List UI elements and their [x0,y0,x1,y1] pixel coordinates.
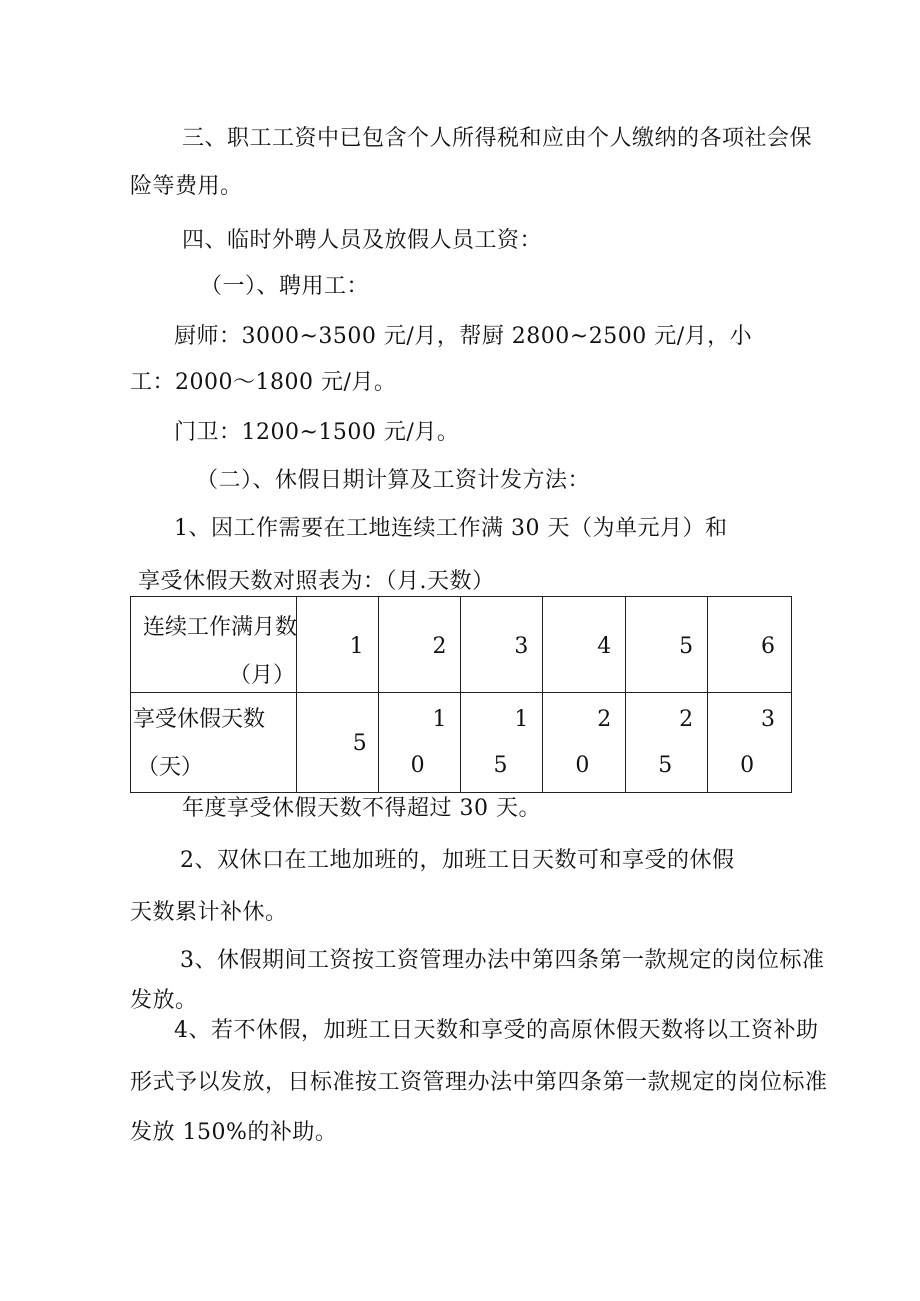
table-row-days [131,693,792,793]
annual-limit-note: 年度享受休假天数不得超过 30 天。 [182,796,541,821]
days-value-ones: 0 [575,753,590,778]
table-row-months [131,597,792,693]
month-cell [378,597,461,693]
item-1-line-1: 1、因工作需要在工地连续工作满 30 天（为单元月）和 [174,516,728,541]
guard-wages: 门卫：1200~1500 元/月。 [174,420,460,445]
days-value: 5 [352,731,367,756]
row-label-days-line-1: 享受休假天数 [133,707,266,732]
paragraph-4-heading: 四、临时外聘人员及放假人员工资： [182,228,543,253]
item-3-line-2: 发放。 [130,988,198,1013]
days-cell [296,693,378,793]
item-1-line-2: 享受休假天数对照表为：（月.天数） [138,569,495,594]
paragraph-3-line-2: 险等费用。 [130,174,243,199]
month-cell [543,597,626,693]
days-cell [378,693,461,793]
item-4-line-2: 形式予以发放，日标准按工资管理办法中第四条第一款规定的岗位标准 [130,1070,828,1095]
days-value-tens: 1 [432,707,447,732]
row-label-months-line-2: （月） [229,663,296,688]
days-value-ones: 5 [493,753,508,778]
month-value: 6 [761,634,775,659]
days-value-ones: 0 [740,753,755,778]
cook-wages-line-1: 厨师：3000~3500 元/月，帮厨 2800~2500 元/月，小 [174,324,753,349]
subsection-1-heading: （一）、聘用工： [200,274,370,299]
row-label-days-line-2: （天） [137,755,204,780]
row-label-months [131,597,297,693]
month-cell [708,597,792,693]
month-cell [626,597,708,693]
cook-wages-line-2: 工：2000～1800 元/月。 [130,370,397,395]
days-cell [708,693,792,793]
month-cell [296,597,378,693]
leave-days-table [130,596,792,793]
days-value-ones: 5 [658,753,673,778]
days-value-tens: 2 [679,707,694,732]
item-2-line-1: 2、双休口在工地加班的，加班工日天数可和享受的休假 [180,848,735,873]
subsection-2-heading: （二）、休假日期计算及工资计发方法： [196,468,591,493]
month-value: 1 [349,634,364,659]
row-label-months-line-1: 连续工作满月数 [143,615,298,640]
item-4-line-1: 4、若不休假，加班工日天数和享受的高原休假天数将以工资补助 [174,1018,819,1043]
month-value: 4 [597,634,612,659]
days-cell [461,693,543,793]
days-value-tens: 1 [514,707,529,732]
item-2-line-2: 天数累计补休。 [130,900,288,925]
month-cell [461,597,543,693]
item-3-line-1: 3、休假期间工资按工资管理办法中第四条第一款规定的岗位标准 [180,948,825,973]
days-cell [543,693,626,793]
days-cell [626,693,708,793]
month-value: 5 [679,634,694,659]
paragraph-3-line-1: 三、职工工资中已包含个人所得税和应由个人缴纳的各项社会保 [182,126,813,151]
days-value-ones: 0 [410,753,425,778]
row-label-days [131,693,297,793]
month-value: 3 [514,634,529,659]
item-4-line-3: 发放 150%的补助。 [130,1120,338,1145]
days-value-tens: 2 [597,707,612,732]
days-value-tens: 3 [761,707,775,732]
month-value: 2 [432,634,447,659]
